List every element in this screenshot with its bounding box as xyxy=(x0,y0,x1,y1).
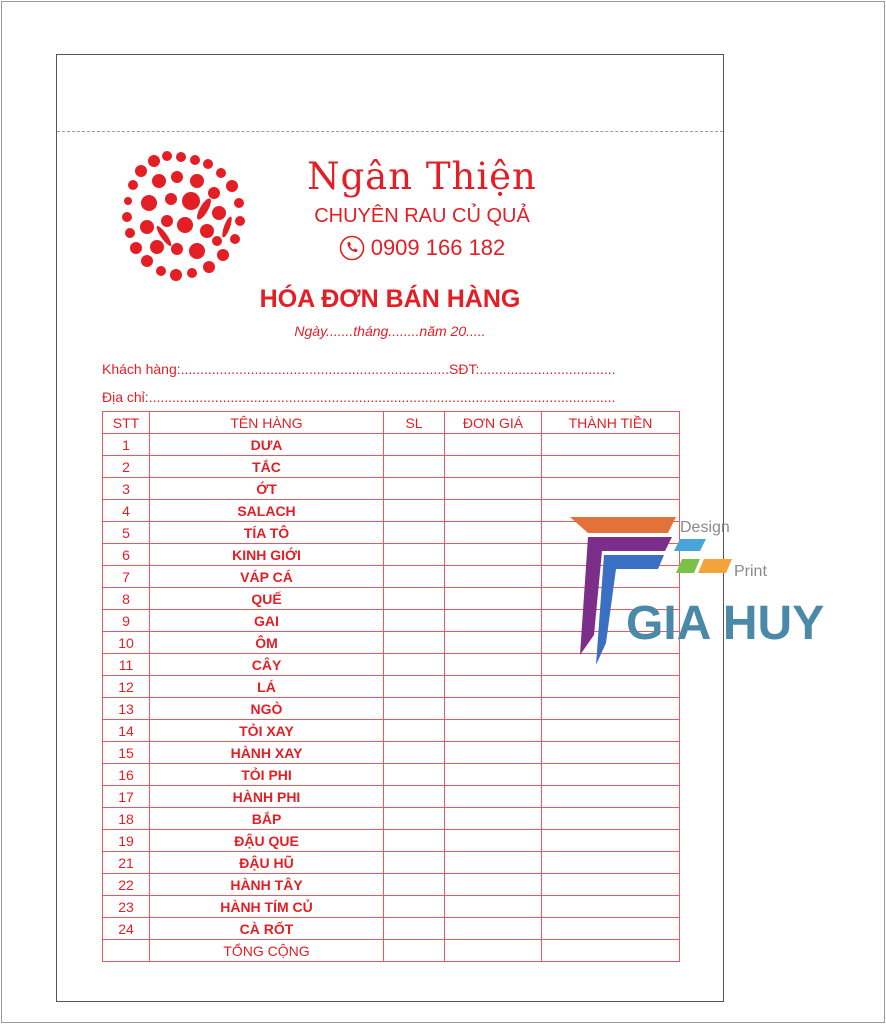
row-unit-price-cell xyxy=(445,456,542,478)
customer-field: Khách hàng:.....................................................................SĐT:................................... xyxy=(102,361,616,377)
watermark-orange-stripe xyxy=(570,517,676,533)
row-item-name: TỎI PHI xyxy=(150,764,384,786)
vegetable-logo-icon xyxy=(119,151,249,285)
row-amount-cell xyxy=(542,874,680,896)
row-quantity-cell xyxy=(384,434,445,456)
row-quantity-cell xyxy=(384,610,445,632)
row-item-name: ĐẬU HŨ xyxy=(150,852,384,874)
header-amount: THÀNH TIỀN xyxy=(542,412,680,434)
row-item-name: CÂY xyxy=(150,654,384,676)
row-amount-cell xyxy=(542,808,680,830)
total-unit-price-cell xyxy=(445,940,542,962)
brand-tagline: CHUYÊN RAU CỦ QUẢ xyxy=(314,205,530,227)
row-item-name: HÀNH XAY xyxy=(150,742,384,764)
row-item-name: ĐẬU QUE xyxy=(150,830,384,852)
document-title: HÓA ĐƠN BÁN HÀNG xyxy=(259,285,521,313)
gia-huy-watermark xyxy=(568,515,840,675)
row-quantity-cell xyxy=(384,786,445,808)
row-unit-price-cell xyxy=(445,610,542,632)
row-quantity-cell xyxy=(384,676,445,698)
row-quantity-cell xyxy=(384,830,445,852)
row-unit-price-cell xyxy=(445,698,542,720)
row-amount-cell xyxy=(542,742,680,764)
row-item-name: ÔM xyxy=(150,632,384,654)
table-row xyxy=(103,456,680,478)
row-item-name: CÀ RỐT xyxy=(150,918,384,940)
row-stt: 8 xyxy=(103,588,150,610)
header-item-name: TÊN HÀNG xyxy=(150,412,384,434)
row-stt: 3 xyxy=(103,478,150,500)
row-quantity-cell xyxy=(384,742,445,764)
row-stt: 6 xyxy=(103,544,150,566)
row-amount-cell xyxy=(542,918,680,940)
row-stt: 11 xyxy=(103,654,150,676)
row-stt: 19 xyxy=(103,830,150,852)
row-quantity-cell xyxy=(384,544,445,566)
row-stt: 13 xyxy=(103,698,150,720)
row-quantity-cell xyxy=(384,654,445,676)
row-quantity-cell xyxy=(384,522,445,544)
row-item-name: NGÒ xyxy=(150,698,384,720)
table-row xyxy=(103,742,680,764)
row-stt: 17 xyxy=(103,786,150,808)
watermark-green-block xyxy=(676,559,700,573)
row-amount-cell xyxy=(542,896,680,918)
row-unit-price-cell xyxy=(445,434,542,456)
row-stt: 23 xyxy=(103,896,150,918)
row-amount-cell xyxy=(542,456,680,478)
row-item-name: KINH GIỚI xyxy=(150,544,384,566)
row-quantity-cell xyxy=(384,566,445,588)
row-quantity-cell xyxy=(384,852,445,874)
row-item-name: TÍA TÔ xyxy=(150,522,384,544)
table-row xyxy=(103,764,680,786)
row-amount-cell xyxy=(542,830,680,852)
brand-name: Ngân Thiện xyxy=(307,155,537,198)
header-quantity: SL xyxy=(384,412,445,434)
row-amount-cell xyxy=(542,698,680,720)
watermark-blue-block xyxy=(674,539,706,551)
row-item-name: HÀNH TÍM CỦ xyxy=(150,896,384,918)
address-field: Địa chỉ:........................................................................................................................ xyxy=(102,389,616,405)
row-item-name: SALACH xyxy=(150,500,384,522)
row-amount-cell xyxy=(542,764,680,786)
row-unit-price-cell xyxy=(445,500,542,522)
row-unit-price-cell xyxy=(445,566,542,588)
total-quantity-cell xyxy=(384,940,445,962)
row-amount-cell xyxy=(542,434,680,456)
table-row xyxy=(103,786,680,808)
table-row xyxy=(103,852,680,874)
row-item-name: QUẾ xyxy=(150,588,384,610)
total-row xyxy=(103,940,680,962)
row-amount-cell xyxy=(542,478,680,500)
total-label: TỔNG CỘNG xyxy=(150,940,384,962)
row-stt: 22 xyxy=(103,874,150,896)
row-unit-price-cell xyxy=(445,654,542,676)
row-item-name: HÀNH TÂY xyxy=(150,874,384,896)
row-item-name: TẮC xyxy=(150,456,384,478)
table-row xyxy=(103,830,680,852)
row-unit-price-cell xyxy=(445,742,542,764)
row-stt: 5 xyxy=(103,522,150,544)
row-stt: 10 xyxy=(103,632,150,654)
row-item-name: TỎI XAY xyxy=(150,720,384,742)
row-item-name: DƯA xyxy=(150,434,384,456)
row-item-name: BẮP xyxy=(150,808,384,830)
row-stt: 7 xyxy=(103,566,150,588)
row-stt: 1 xyxy=(103,434,150,456)
row-unit-price-cell xyxy=(445,874,542,896)
row-unit-price-cell xyxy=(445,720,542,742)
table-row xyxy=(103,720,680,742)
row-amount-cell xyxy=(542,720,680,742)
row-unit-price-cell xyxy=(445,896,542,918)
row-stt: 16 xyxy=(103,764,150,786)
table-row xyxy=(103,808,680,830)
row-stt: 21 xyxy=(103,852,150,874)
items-table xyxy=(102,411,680,962)
row-quantity-cell xyxy=(384,874,445,896)
row-quantity-cell xyxy=(384,500,445,522)
row-unit-price-cell xyxy=(445,632,542,654)
row-quantity-cell xyxy=(384,808,445,830)
row-stt: 12 xyxy=(103,676,150,698)
row-quantity-cell xyxy=(384,918,445,940)
row-unit-price-cell xyxy=(445,522,542,544)
row-unit-price-cell xyxy=(445,544,542,566)
table-row xyxy=(103,698,680,720)
table-row xyxy=(103,478,680,500)
row-item-name: VÁP CÁ xyxy=(150,566,384,588)
watermark-design-text: Design xyxy=(680,519,730,536)
row-quantity-cell xyxy=(384,720,445,742)
row-unit-price-cell xyxy=(445,676,542,698)
table-row xyxy=(103,896,680,918)
perforation-line xyxy=(57,131,723,132)
row-item-name: GAI xyxy=(150,610,384,632)
row-unit-price-cell xyxy=(445,918,542,940)
row-item-name: ỚT xyxy=(150,478,384,500)
watermark-name-text: GIA HUY xyxy=(626,597,825,650)
row-amount-cell xyxy=(542,852,680,874)
row-item-name: LÁ xyxy=(150,676,384,698)
table-header-row xyxy=(103,412,680,434)
row-stt: 2 xyxy=(103,456,150,478)
row-unit-price-cell xyxy=(445,588,542,610)
row-quantity-cell xyxy=(384,764,445,786)
row-quantity-cell xyxy=(384,456,445,478)
row-unit-price-cell xyxy=(445,764,542,786)
watermark-amber-block xyxy=(698,559,732,573)
row-quantity-cell xyxy=(384,588,445,610)
row-unit-price-cell xyxy=(445,786,542,808)
brand-phone-line xyxy=(257,231,587,265)
row-quantity-cell xyxy=(384,698,445,720)
table-row xyxy=(103,434,680,456)
watermark-print-text: Print xyxy=(734,563,767,580)
row-unit-price-cell xyxy=(445,478,542,500)
table-row xyxy=(103,676,680,698)
row-unit-price-cell xyxy=(445,852,542,874)
row-quantity-cell xyxy=(384,896,445,918)
row-stt: 9 xyxy=(103,610,150,632)
row-unit-price-cell xyxy=(445,830,542,852)
row-stt: 24 xyxy=(103,918,150,940)
row-quantity-cell xyxy=(384,478,445,500)
row-unit-price-cell xyxy=(445,808,542,830)
phone-icon xyxy=(339,235,365,261)
header-unit-price: ĐƠN GIÁ xyxy=(445,412,542,434)
row-stt: 18 xyxy=(103,808,150,830)
row-stt: 14 xyxy=(103,720,150,742)
row-amount-cell xyxy=(542,676,680,698)
row-item-name: HÀNH PHI xyxy=(150,786,384,808)
row-stt: 4 xyxy=(103,500,150,522)
brand-block xyxy=(257,155,587,265)
header-stt: STT xyxy=(103,412,150,434)
total-stt-cell xyxy=(103,940,150,962)
date-line: Ngày.......tháng........năm 20..... xyxy=(294,323,486,339)
row-stt: 15 xyxy=(103,742,150,764)
row-quantity-cell xyxy=(384,632,445,654)
total-amount-cell xyxy=(542,940,680,962)
table-row xyxy=(103,918,680,940)
row-amount-cell xyxy=(542,786,680,808)
table-row xyxy=(103,874,680,896)
brand-phone-number: 0909 166 182 xyxy=(370,235,506,260)
